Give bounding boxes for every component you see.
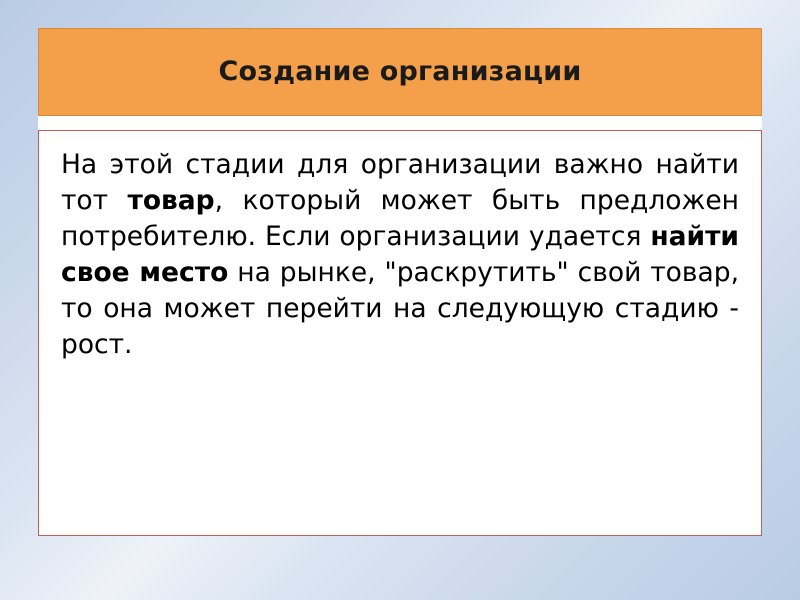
body-text-part-1: На этой стадии для организации важно найти тот	[61, 149, 739, 217]
body-paragraph	[61, 147, 739, 363]
page-title: Создание организации	[218, 56, 582, 88]
content-box	[38, 130, 762, 536]
body-text-bold-2: найти свое место	[61, 221, 739, 289]
body-text-part-3: на рынке, "раскрутить" свой товар, то она может перейти на следующую стадию - рост.	[61, 257, 739, 361]
title-banner	[38, 28, 762, 116]
body-text-bold-1: товар	[127, 185, 215, 217]
body-text-part-2: , который может быть предложен потребителю. Если организации удается	[61, 185, 739, 253]
